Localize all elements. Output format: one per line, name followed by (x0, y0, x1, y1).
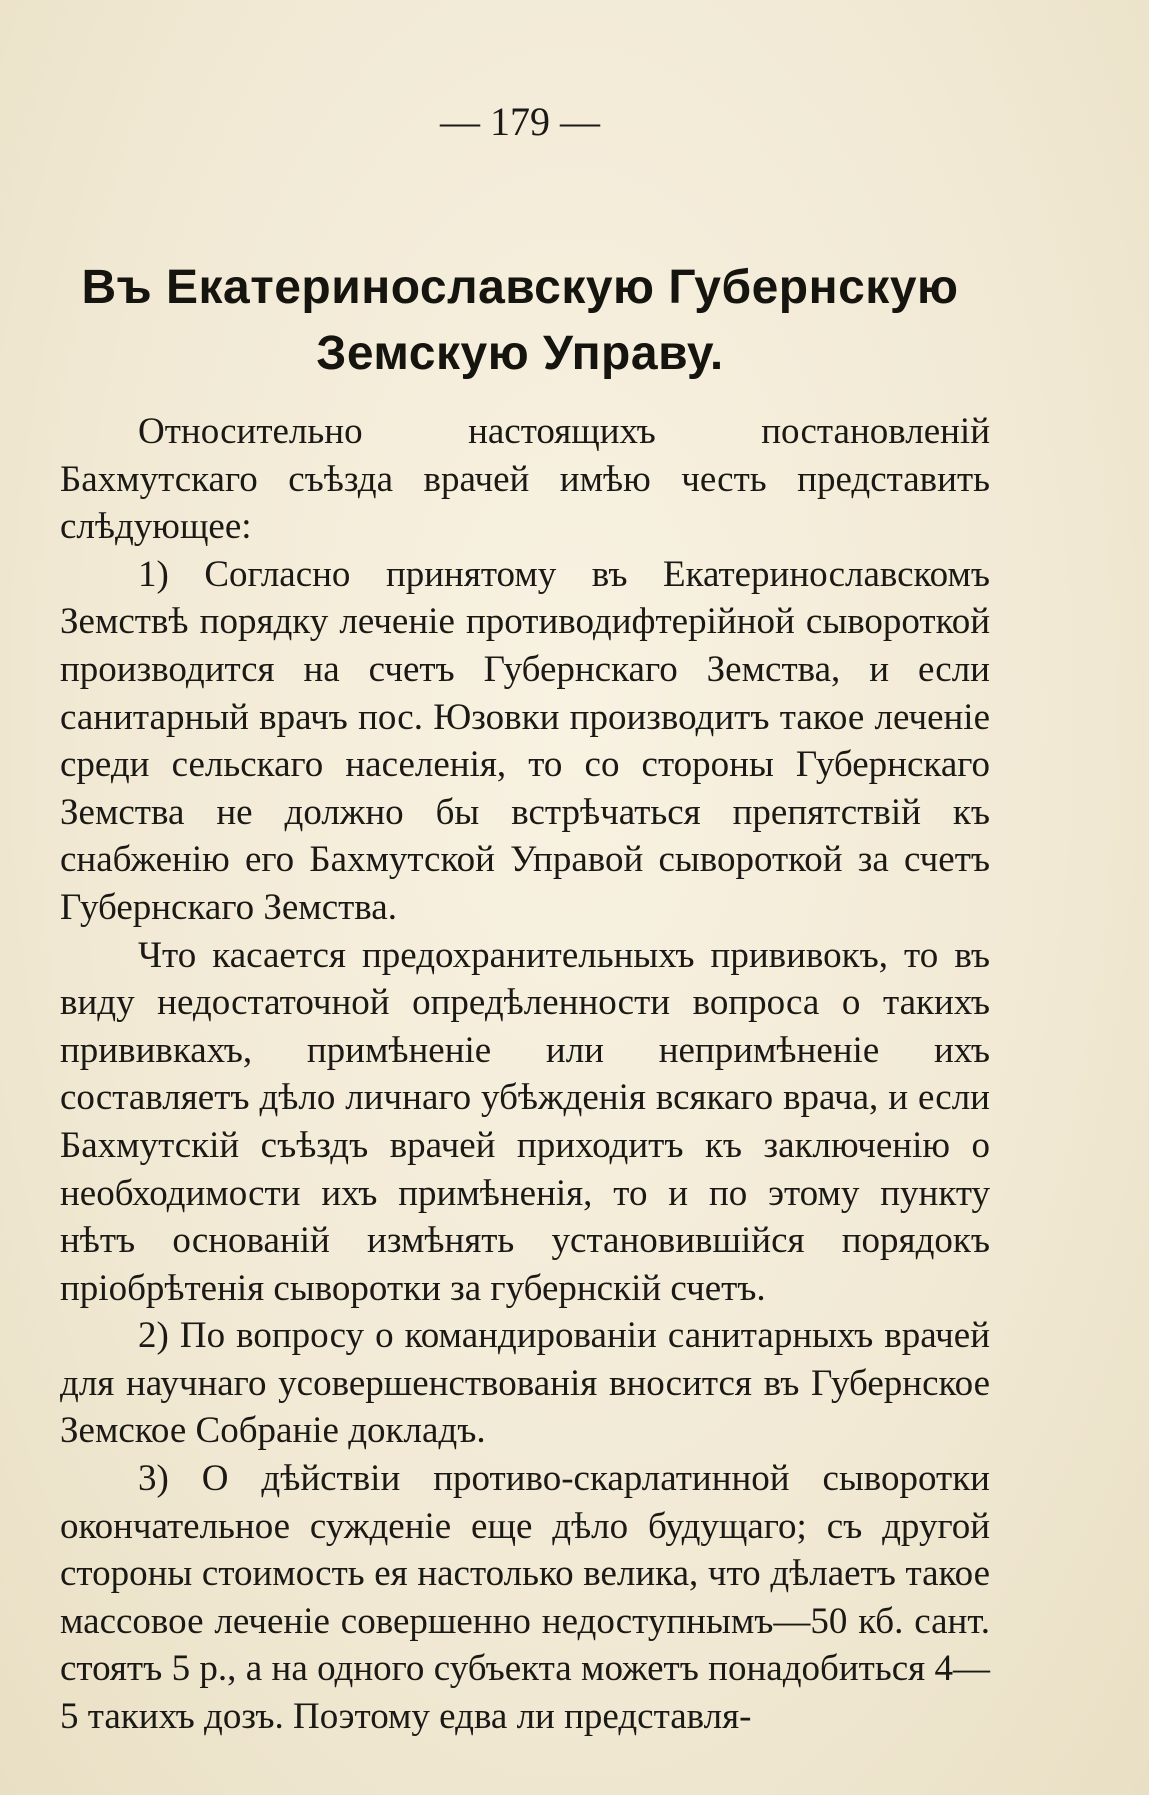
document-title: Въ Екатеринославскую Губернскую Земскую Управу. (81, 261, 959, 380)
paragraph-prophylactic: Что касается предохранительныхъ прививокъ, то въ виду недостаточной опредѣленности вопроса о такихъ прививкахъ, примѣненіе или непримѣненіе ихъ составляетъ дѣло личнаго убѣжденія всякаго врача, и если Бахмутскій съѣздъ врачей приходитъ къ заключенію о необходимости ихъ примѣненія, то и по этому пункту нѣтъ основаній измѣнять установившійся порядокъ пріобрѣтенія сыворотки за губернскій счетъ. (60, 934, 990, 1309)
paragraph-item-3: 3) О дѣйствіи противо-скарлатинной сыворотки окончательное сужденіе еще дѣло будущаго; съ другой стороны стоимость ея настолько велика, что дѣлаетъ такое массовое леченіе совершенно недоступнымъ—50 кб. сант. стоятъ 5 р., а на одного субъекта можетъ понадобиться 4—5 такихъ дозъ. Поэтому едва ли представля- (60, 1458, 990, 1738)
paragraph-item-2: 2) По вопросу о командированіи санитарныхъ врачей для научнаго усовершенствованія вносится въ Губернское Земское Собраніе докладъ. (60, 1315, 990, 1452)
body-text (60, 408, 990, 1741)
paragraph-item-1: 1) Согласно принятому въ Екатеринославскомъ Земствѣ порядку леченіе противодифтерійной сывороткой производится на счетъ Губернскаго Земства, и если санитарный врачъ пос. Юзовки производитъ такое леченіе среди сельскаго населенія, то со стороны Губернскаго Земства не должно бы встрѣчаться препятствій къ снабженію его Бахмутской Управой сывороткой за счетъ Губернскаго Земства. (60, 553, 990, 928)
page-number: — 179 — (440, 99, 600, 144)
paragraph-intro: Относительно настоящихъ постановленій Бахмутскаго съѣзда врачей имѣю честь представить слѣдующее: (60, 411, 990, 548)
